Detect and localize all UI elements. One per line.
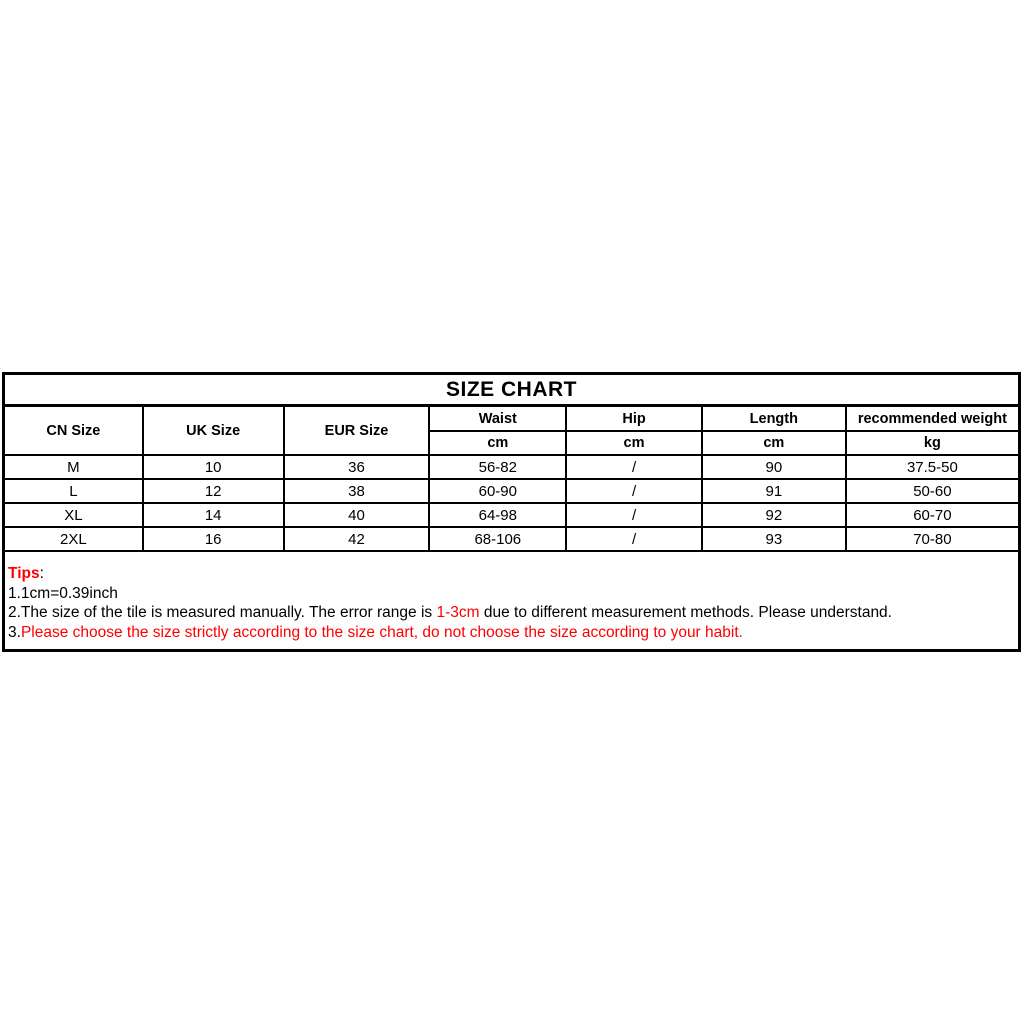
- cell-weight: 50-60: [846, 479, 1018, 503]
- cell-hip: /: [566, 455, 702, 479]
- tip-line-3-text: Please choose the size strictly according to the size chart, do not choose the size according to your habit.: [20, 623, 743, 641]
- size-chart-panel: [2, 372, 1021, 652]
- tip-line-2-prefix: 2.The size of the tile is measured manually. The error range is: [8, 604, 437, 622]
- table-row-xl: [5, 503, 1018, 527]
- tips-heading-colon: :: [39, 565, 44, 582]
- column-header-hip: Hip: [566, 407, 702, 431]
- cell-eur-size: 40: [284, 503, 430, 527]
- unit-cell-weight: kg: [846, 431, 1018, 455]
- cell-uk-size: 10: [143, 455, 284, 479]
- cell-cn-size: L: [5, 479, 143, 503]
- column-header-length: Length: [702, 407, 846, 431]
- cell-cn-size: M: [5, 455, 143, 479]
- tips-heading-word: Tips: [8, 565, 40, 582]
- tip-line-1: 1.1cm=0.39inch: [8, 584, 118, 602]
- page-title: SIZE CHART: [5, 375, 1018, 407]
- unit-cell-waist: cm: [429, 431, 566, 455]
- cell-weight: 37.5-50: [846, 455, 1018, 479]
- cell-uk-size: 14: [143, 503, 284, 527]
- table-row-l: [5, 479, 1018, 503]
- cell-length: 90: [702, 455, 846, 479]
- tip-line-2-highlight: 1-3cm: [436, 604, 480, 622]
- cell-cn-size: 2XL: [5, 527, 143, 551]
- tip-line-3: [8, 623, 1014, 643]
- cell-uk-size: 16: [143, 527, 284, 551]
- cell-weight: 70-80: [846, 527, 1018, 551]
- cell-cn-size: XL: [5, 503, 143, 527]
- cell-eur-size: 36: [284, 455, 430, 479]
- unit-cell-hip: cm: [566, 431, 702, 455]
- column-header-waist: Waist: [429, 407, 566, 431]
- cell-uk-size: 12: [143, 479, 284, 503]
- cell-weight: 60-70: [846, 503, 1018, 527]
- tips-section: [5, 552, 1018, 642]
- cell-length: 93: [702, 527, 846, 551]
- cell-eur-size: 38: [284, 479, 430, 503]
- cell-waist: 60-90: [429, 479, 566, 503]
- cell-hip: /: [566, 479, 702, 503]
- cell-length: 91: [702, 479, 846, 503]
- column-header-recommended-weight: recommended weight: [846, 407, 1018, 431]
- column-header-eur-size: EUR Size: [284, 407, 430, 455]
- tips-heading: [8, 564, 1014, 584]
- tip-line-3-number: 3.: [8, 623, 21, 641]
- column-header-uk-size: UK Size: [143, 407, 284, 455]
- table-body: [5, 455, 1018, 551]
- table-header: [5, 407, 1018, 455]
- table-row-m: [5, 455, 1018, 479]
- tip-line-2: [8, 603, 1014, 623]
- cell-length: 92: [702, 503, 846, 527]
- cell-waist: 56-82: [429, 455, 566, 479]
- unit-cell-length: cm: [702, 431, 846, 455]
- size-table: [5, 407, 1018, 552]
- table-row-2xl: [5, 527, 1018, 551]
- cell-hip: /: [566, 527, 702, 551]
- tip-line-2-suffix: due to different measurement methods. Please understand.: [479, 604, 892, 622]
- cell-waist: 68-106: [429, 527, 566, 551]
- cell-eur-size: 42: [284, 527, 430, 551]
- cell-waist: 64-98: [429, 503, 566, 527]
- column-header-cn-size: CN Size: [5, 407, 143, 455]
- cell-hip: /: [566, 503, 702, 527]
- header-row-labels: [5, 407, 1018, 431]
